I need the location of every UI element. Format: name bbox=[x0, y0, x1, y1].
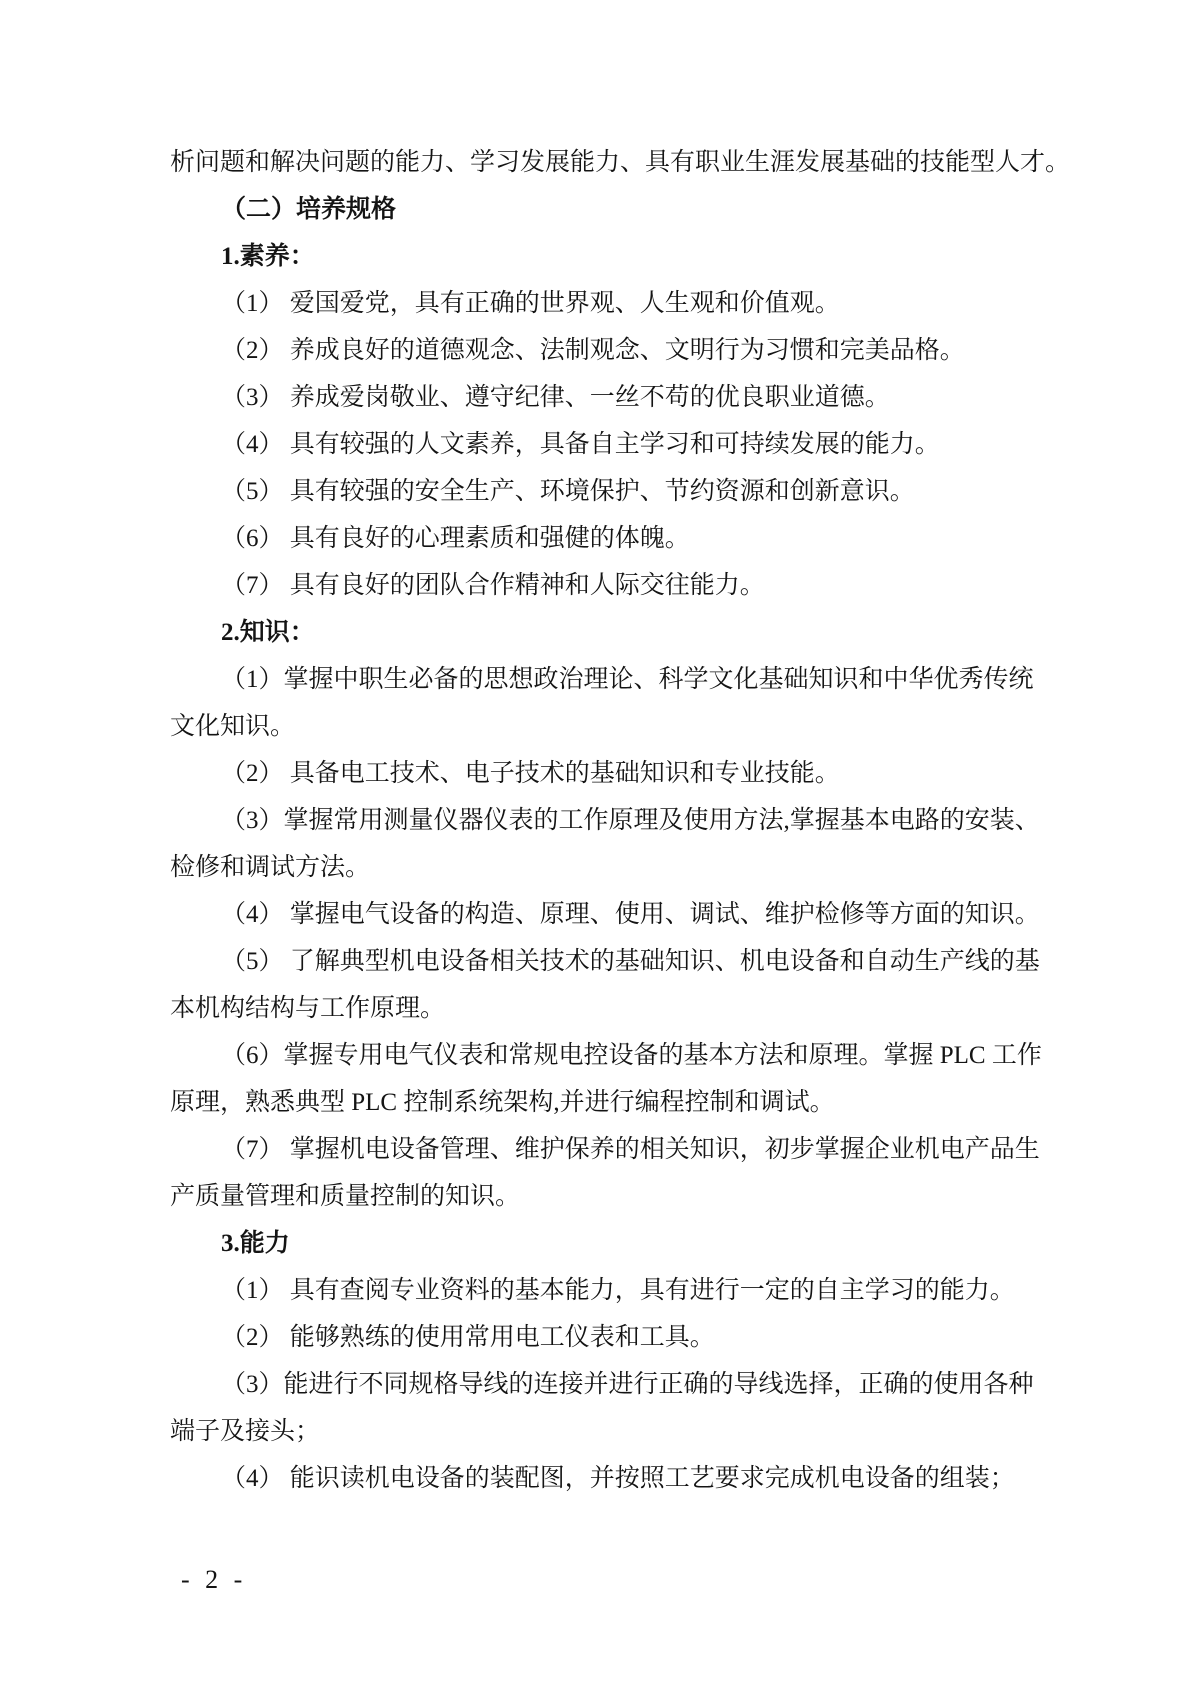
list-item: （3）能进行不同规格导线的连接并进行正确的导线选择，正确的使用各种 bbox=[221, 1371, 1034, 1398]
list-item: （4） 具有较强的人文素养，具备自主学习和可持续发展的能力。 bbox=[221, 431, 940, 458]
list-item: （6）掌握专用电气仪表和常规电控设备的基本方法和原理。掌握 PLC 工作 bbox=[221, 1042, 1042, 1069]
list-item: （7） 掌握机电设备管理、维护保养的相关知识，初步掌握企业机电产品生 bbox=[221, 1136, 1040, 1163]
paragraph-line: 析问题和解决问题的能力、学习发展能力、具有职业生涯发展基础的技能型人才。 bbox=[170, 149, 1071, 176]
list-item: （6） 具有良好的心理素质和强健的体魄。 bbox=[221, 525, 690, 552]
paragraph-line: 检修和调试方法。 bbox=[170, 854, 371, 881]
list-item: （2） 养成良好的道德观念、法制观念、文明行为习惯和完美品格。 bbox=[221, 337, 965, 364]
list-item: （2） 能够熟练的使用常用电工仪表和工具。 bbox=[221, 1324, 715, 1351]
list-item: （5） 了解典型机电设备相关技术的基础知识、机电设备和自动生产线的基 bbox=[221, 948, 1040, 975]
list-item: （1） 爱国爱党，具有正确的世界观、人生观和价值观。 bbox=[221, 290, 840, 317]
list-item: （7） 具有良好的团队合作精神和人际交往能力。 bbox=[221, 572, 765, 599]
document-body bbox=[170, 139, 1071, 1502]
section-heading: （二）培养规格 bbox=[221, 196, 397, 223]
section-heading: 1.素养： bbox=[221, 243, 315, 270]
paragraph-line: 文化知识。 bbox=[170, 713, 296, 740]
list-item: （4） 能识读机电设备的装配图，并按照工艺要求完成机电设备的组装； bbox=[221, 1465, 1015, 1492]
paragraph-line: 产质量管理和质量控制的知识。 bbox=[170, 1183, 521, 1210]
list-item: （3） 养成爱岗敬业、遵守纪律、一丝不苟的优良职业道德。 bbox=[221, 384, 890, 411]
section-heading: 3.能力 bbox=[221, 1230, 290, 1257]
paragraph-line: 原理，熟悉典型 PLC 控制系统架构,并进行编程控制和调试。 bbox=[170, 1089, 835, 1116]
list-item: （1）掌握中职生必备的思想政治理论、科学文化基础知识和中华优秀传统 bbox=[221, 666, 1034, 693]
page-number: - 2 - bbox=[181, 1565, 243, 1594]
list-item: （2） 具备电工技术、电子技术的基础知识和专业技能。 bbox=[221, 760, 840, 787]
list-item: （1） 具有查阅专业资料的基本能力，具有进行一定的自主学习的能力。 bbox=[221, 1277, 1015, 1304]
list-item: （5） 具有较强的安全生产、环境保护、节约资源和创新意识。 bbox=[221, 478, 915, 505]
list-item: （3）掌握常用测量仪器仪表的工作原理及使用方法,掌握基本电路的安装、 bbox=[221, 807, 1040, 834]
paragraph-line: 本机构结构与工作原理。 bbox=[170, 995, 446, 1022]
list-item: （4） 掌握电气设备的构造、原理、使用、调试、维护检修等方面的知识。 bbox=[221, 901, 1040, 928]
paragraph-line: 端子及接头； bbox=[170, 1418, 321, 1445]
section-heading: 2.知识： bbox=[221, 619, 315, 646]
